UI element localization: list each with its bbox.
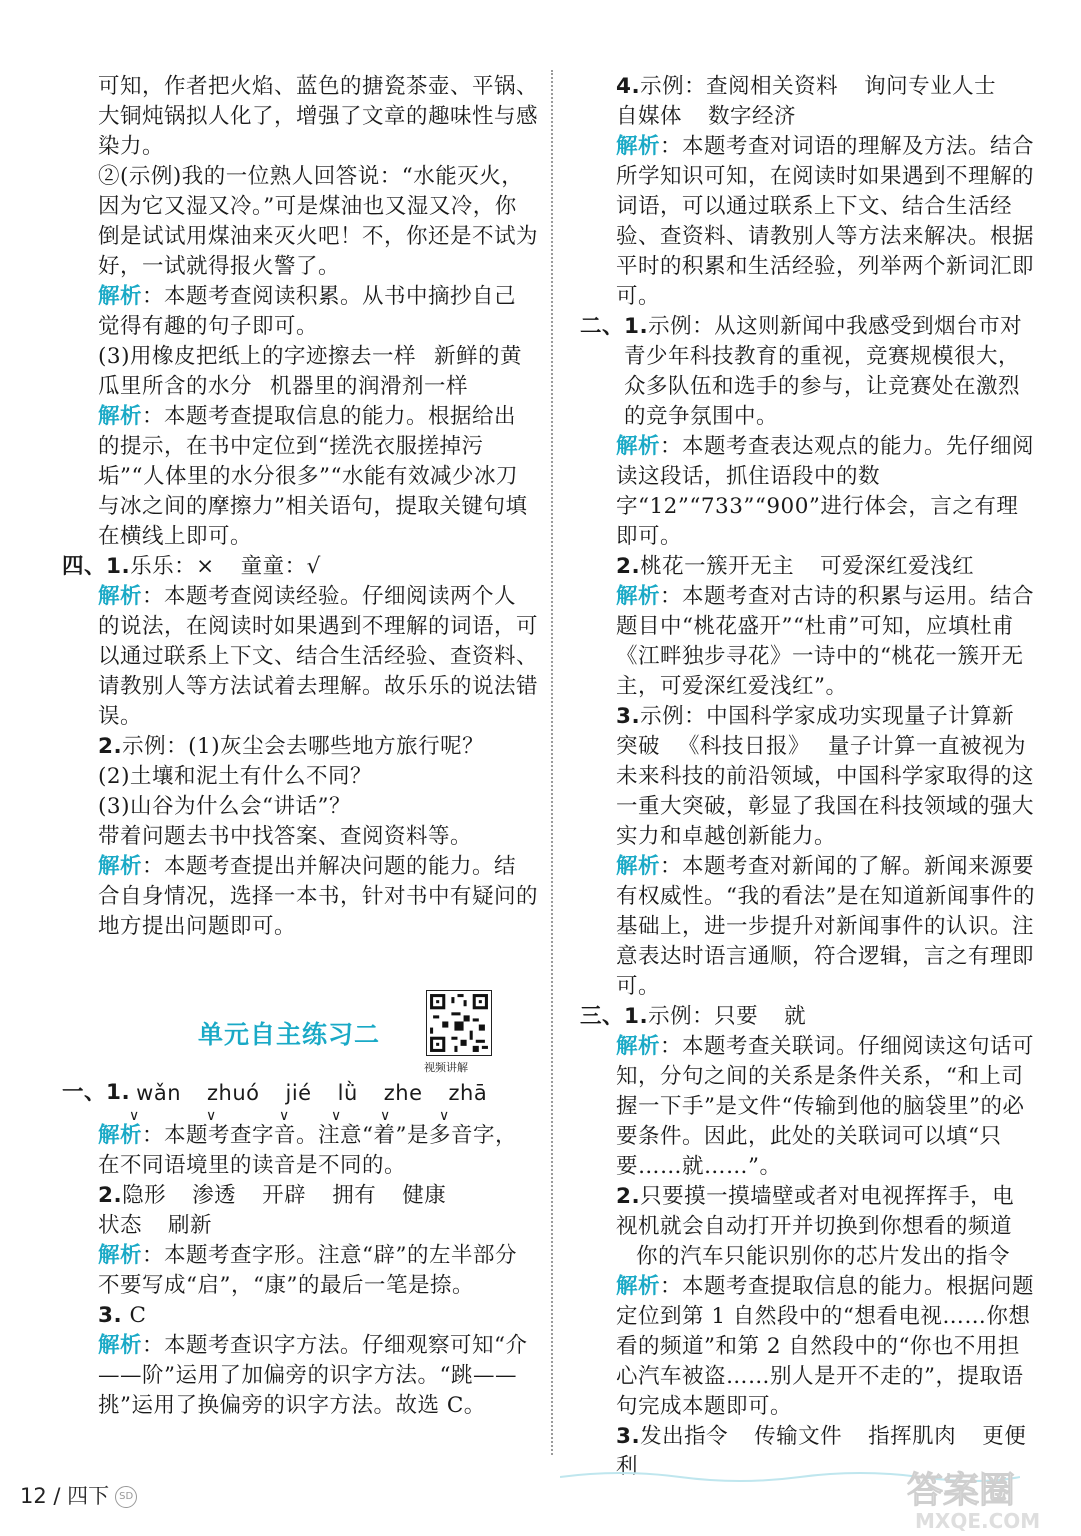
- unit-title: 单元自主练习二: [198, 1020, 381, 1049]
- left-column-lower: 一、 1. wǎn zhuó jié lǜ zhe zhā ∨ ∨ ∨ ∨ ∨ ∨ 解析：本题考查字音。注意“着”是多音字，在不同语境里的读音是不同的。 2.隐形 渗透 开辟 拥有 健康 状态 刷新 解析：本题考查字形。注意“辟”的左半部分不要写成“启”，“康”的最后一笔是捺。 3. C 解析：本题考查识字方法。仔细观察可知“介——阶”运用了加偏旁的识字方法。“跳——挑”运用了换偏旁的识字方法。故选 C。: [98, 1078, 538, 1421]
- pinyin: jié: [285, 1081, 312, 1105]
- answer-text: 状态 刷新: [98, 1213, 213, 1238]
- watermark-bottom: MXQE.COM: [915, 1509, 1041, 1533]
- section-mark: 三、: [580, 1004, 625, 1029]
- answer-text: 询问专业人士: [864, 74, 997, 99]
- page-footer: [20, 1480, 137, 1510]
- answer-text: 童童：√: [240, 554, 321, 579]
- unit-header: [98, 987, 538, 1082]
- answer-text: 量子计算一直被视为未来科技的前沿领域，中国科学家取得的这一重大突破，彰显了我国在科技领域的强大实力和卓越创新能力。: [616, 734, 1035, 849]
- section-mark: 四、: [62, 554, 107, 579]
- analysis-text: ：本题考查关联词。仔细阅读这句话可知，分句之间的关系是条件关系，“和上司握一下手”是文件“传输到他的脑袋里”的必要条件。因此，此处的关联词可以填“只要……就……”。: [616, 1034, 1035, 1179]
- analysis-text: ：本题考查对古诗的积累与运用。结合题目中“桃花盛开”“杜甫”可知，应填杜甫《江畔独步寻花》一诗中的“桃花一簇开无主，可爱深红爱浅红”。: [616, 584, 1035, 699]
- check-arrow-icon: ∨: [439, 1108, 450, 1124]
- page-number: 12 / 四下: [20, 1484, 110, 1508]
- section-four: 四、 1.乐乐：× 童童：√: [62, 552, 538, 582]
- analysis-label: 解析: [616, 1274, 661, 1299]
- analysis-label: 解析: [616, 854, 661, 879]
- left-column: 可知，作者把火焰、蓝色的搪瓷茶壶、平锅、大铜炖锅拟人化了，增强了文章的趣味性与感染力。 ②(示例)我的一位熟人回答说：“水能灭火，因为它又湿又冷。”可是煤油也又湿又冷，你倒是试试用煤油来灭火吧！不，你还是不试为好，一试就得报火警了。 解析：本题考查阅读积累。从书中摘抄自己觉得有趣的句子即可。 (3)用橡皮把纸上的字迹擦去一样 新鲜的黄瓜里所含的水分 机器里的润滑剂一样 解析：本题考查提取信息的能力。根据给出的提示，在书中定位到“搓洗衣服搓掉污垢”“人体里的水分很多”“水能有效减少冰刀与冰之间的摩擦力”相关语句，提取关键句填在横线上即可。 四、 1.乐乐：× 童童：√ 解析：本题考查阅读经验。仔细阅读两个人的说法，在阅读时如果遇到不理解的词语，可以通过联系上下文、结合生活经验、查资料、请教别人等方法试着去理解。故乐乐的说法错误。 2.示例：(1)灰尘会去哪些地方旅行呢？ (2)土壤和泥土有什么不同？ (3)山谷为什么会“讲话”？ 带着问题去书中找答案、查阅资料等。 解析：本题考查提出并解决问题的能力。结合自身情况，选择一本书，针对书中有疑问的地方提出问题即可。: [62, 74, 539, 939]
- analysis-text: ：本题考查识字方法。仔细观察可知“介——阶”运用了加偏旁的识字方法。“跳——挑”运用了换偏旁的识字方法。故选 C。: [98, 1333, 528, 1418]
- answer-text: ②(示例)我的一位熟人回答说：“水能灭火，因为它又湿又冷。”可是煤油也又湿又冷，你倒是试试用煤油来灭火吧！不，你还是不试为好，一试就得报火警了。: [98, 164, 539, 279]
- answer-text: 自媒体 数字经济: [616, 104, 797, 129]
- analysis-label: 解析: [98, 854, 143, 879]
- analysis-label: 解析: [98, 1333, 143, 1358]
- pinyin: zhe: [383, 1081, 423, 1105]
- answer-text: 示例：只要: [648, 1004, 759, 1029]
- pinyin: zhā: [448, 1081, 488, 1105]
- check-arrow-icon: ∨: [380, 1108, 391, 1124]
- analysis-label: 解析: [616, 1034, 661, 1059]
- qr-label: 视频讲解: [424, 1061, 468, 1074]
- section-mark: 一、: [62, 1080, 107, 1105]
- right-column: 4.示例：查阅相关资料 询问专业人士 自媒体 数字经济 解析：本题考查对词语的理解及方法。结合所学知识可知，在阅读时如果遇到不理解的词语，可以通过联系上下文、结合生活经验、查资料、请教别人等方法来解决。根据平时的积累和生活经验，列举两个新词汇即可。 二、 1.示例：从这则新闻中我感受到烟台市对青少年科技教育的重视，竞赛规模很大，众多队伍和选手的参与，让竞赛处在激烈的竞争氛围中。 解析：本题考查表达观点的能力。先仔细阅读这段话，抓住语段中的数字“12”“733”“900”进行体会，言之有理即可。 2.桃花一簇开无主 可爱深红爱浅红 解析：本题考查对古诗的积累与运用。结合题目中“桃花盛开”“杜甫”可知，应填杜甫《江畔独步寻花》一诗中的“桃花一簇开无主，可爱深红爱浅红”。 3.示例：中国科学家成功实现量子计算新突破 《科技日报》 量子计算一直被视为未来科技的前沿领域，中国科学家取得的这一重大突破，彰显了我国在科技领域的强大实力和卓越创新能力。 解析：本题考查对新闻的了解。新闻来源要有权威性。“我的看法”是在知道新闻事件的基础上，进一步提升对新闻事件的认识。注意表达时语言通顺，符合逻辑，言之有理即可。 三、 1.示例：只要 就 解析：本题考查关联词。仔细阅读这句话可知，分句之间的关系是条件关系，“和上司握一下手”是文件“传输到他的脑袋里”的必要条件。因此，此处的关联词可以填“只要……就……”。 2.只要摸一摸墙壁或者对电视挥挥手，电视机就会自动打开并切换到你想看的频道 你的汽车只能识别你的芯片发出的指令 解析：本题考查提取信息的能力。根据问题定位到第 1 自然段中的“想看电视……你想看的频道”和第 2 自然段中的“你也不用担心汽车被盗……别人是开不走的”，提取语句完成本题即可。 3.发出指令 传输文件 指挥肌肉 更便利: [580, 72, 1035, 1482]
- analysis-label: 解析: [616, 134, 661, 159]
- section-three: 三、 1.示例：只要 就: [580, 1002, 1035, 1032]
- analysis-text: ：本题考查提取信息的能力。根据给出的提示，在书中定位到“搓洗衣服搓掉污垢”“人体里的水分很多”“水能有效减少冰刀与冰之间的摩擦力”相关语句，提取关键句填在横线上即可。: [98, 404, 528, 549]
- analysis-text: ：本题考查提取信息的能力。根据问题定位到第 1 自然段中的“想看电视……你想看的频道”和第 2 自然段中的“你也不用担心汽车被盗……别人是开不走的”，提取语句完成本题即可。: [616, 1274, 1035, 1419]
- check-arrow-icon: ∨: [279, 1108, 290, 1124]
- answer-text: 你的汽车只能识别你的芯片发出的指令: [636, 1244, 1011, 1269]
- answer-text: 示例：(1)灰尘会去哪些地方旅行呢？: [122, 734, 485, 759]
- analysis-text: ：本题考查表达观点的能力。先仔细阅读这段话，抓住语段中的数字“12”“733”“900”进行体会，言之有理即可。: [616, 434, 1035, 549]
- analysis-label: 解析: [98, 584, 143, 609]
- answer-text: 乐乐：×: [130, 554, 215, 579]
- answer-text: 带着问题去书中找答案、查阅资料等。: [98, 824, 473, 849]
- analysis-text: ：本题考查对词语的理解及方法。结合所学知识可知，在阅读时如果遇到不理解的词语，可以通过联系上下文、结合生活经验、查资料、请教别人等方法来解决。根据平时的积累和生活经验，列举两个新词汇即可。: [616, 134, 1035, 309]
- pinyin-row: [136, 1078, 513, 1109]
- answer-text: 就: [784, 1004, 807, 1029]
- pinyin: wǎn: [136, 1081, 182, 1105]
- analysis-label: 解析: [98, 1123, 143, 1148]
- section-two: 二、 1.示例：从这则新闻中我感受到烟台市对青少年科技教育的重视，竞赛规模很大，众多队伍和选手的参与，让竞赛处在激烈的竞争氛围中。: [580, 312, 1035, 432]
- answer-text: 只要摸一摸墙壁或者对电视挥挥手，电视机就会自动打开并切换到你想看的频道: [616, 1184, 1015, 1239]
- answer-text: 可爱深红爱浅红: [820, 554, 975, 579]
- qr-code-icon[interactable]: [426, 990, 492, 1056]
- analysis-text: ：本题考查字音。注意“着”是多音字，在不同语境里的读音是不同的。: [98, 1123, 518, 1178]
- pinyin-arrows: [98, 1108, 538, 1124]
- analysis-label: 解析: [98, 404, 143, 429]
- answer-text: 示例：中国科学家成功实现量子计算新突破: [616, 704, 1015, 759]
- pinyin: lǜ: [337, 1081, 358, 1105]
- answer-text: 桃花一簇开无主: [640, 554, 795, 579]
- analysis-text: ：本题考查字形。注意“辟”的左半部分不要写成“启”，“康”的最后一笔是捺。: [98, 1243, 518, 1298]
- check-arrow-icon: ∨: [206, 1108, 217, 1124]
- analysis-label: 解析: [616, 584, 661, 609]
- answer-text: 示例：从这则新闻中我感受到烟台市对青少年科技教育的重视，竞赛规模很大，众多队伍和选手的参与，让竞赛处在激烈的竞争氛围中。: [624, 314, 1023, 429]
- analysis-text: ：本题考查对新闻的了解。新闻来源要有权威性。“我的看法”是在知道新闻事件的基础上，进一步提升对新闻事件的认识。注意表达时语言通顺，符合逻辑，言之有理即可。: [616, 854, 1035, 999]
- section-one: 一、 1. wǎn zhuó jié lǜ zhe zhā: [62, 1078, 538, 1109]
- check-arrow-icon: ∨: [331, 1108, 342, 1124]
- analysis-text: ：本题考查阅读经验。仔细阅读两个人的说法，在阅读时如果遇到不理解的词语，可以通过联系上下文、结合生活经验、查资料、请教别人等方法试着去理解。故乐乐的说法错误。: [98, 584, 539, 729]
- pinyin: zhuó: [207, 1081, 260, 1105]
- answer-text: 示例：查阅相关资料: [640, 74, 839, 99]
- answer-text: 2.隐形 渗透 开辟 拥有 健康: [98, 1183, 447, 1208]
- watermark-logo: [885, 1462, 1075, 1534]
- column-divider: [551, 70, 553, 1455]
- analysis-label: 解析: [98, 1243, 143, 1268]
- analysis-label: 解析: [98, 284, 143, 309]
- edition-badge: SD: [115, 1486, 137, 1508]
- answer-text: C: [129, 1303, 147, 1328]
- answer-text: (2)土壤和泥土有什么不同？: [98, 764, 372, 789]
- answer-text: (3)用橡皮把纸上的字迹擦去一样 新鲜的黄瓜里所含的水分 机器里的润滑剂一样: [98, 344, 522, 399]
- analysis-text: ：本题考查阅读积累。从书中摘抄自己觉得有趣的句子即可。: [98, 284, 517, 339]
- answer-text: 可知，作者把火焰、蓝色的搪瓷茶壶、平锅、大铜炖锅拟人化了，增强了文章的趣味性与感染力。: [98, 74, 539, 159]
- answer-text: 《科技日报》: [678, 734, 811, 759]
- watermark-top: 答案圈: [907, 1470, 1016, 1511]
- check-arrow-icon: ∨: [129, 1108, 140, 1124]
- analysis-text: ：本题考查提出并解决问题的能力。结合自身情况，选择一本书，针对书中有疑问的地方提出问题即可。: [98, 854, 539, 939]
- answer-text: 3.发出指令 传输文件 指挥肌肉 更便利: [616, 1424, 1027, 1479]
- section-mark: 二、: [580, 314, 625, 339]
- answer-text: (3)山谷为什么会“讲话”？: [98, 794, 351, 819]
- analysis-label: 解析: [616, 434, 661, 459]
